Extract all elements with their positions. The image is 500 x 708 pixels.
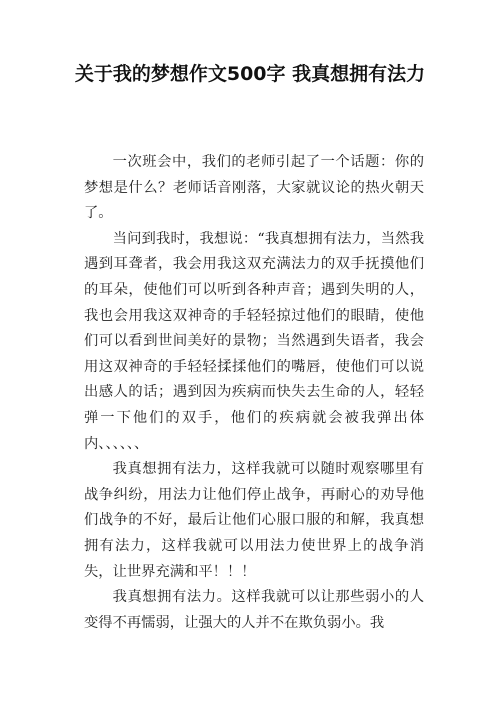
document-title: 关于我的梦想作文500字 我真想拥有法力 bbox=[74, 63, 426, 85]
paragraph: 我真想拥有法力，这样我就可以随时观察哪里有战争纠纷，用法力让他们停止战争，再耐心的劝导他们战争的不好，最后让他们心服口服的和解，我真想拥有法力，这样我就可以用法力使世界上的战争消失，让世界充满和平！！！ bbox=[84, 461, 424, 580]
document-body bbox=[84, 150, 424, 636]
paragraph: 当问到我时，我想说：“我真想拥有法力，当然我遇到耳聋者，我会用我这双充满法力的双手抚摸他们的耳朵，使他们可以听到各种声音；遇到失明的人，我也会用我这双神奇的手轻轻掠过他们的眼睛，使他们可以看到世间美好的景物；当然遇到失语者，我会用这双神奇的手轻轻揉揉他们的嘴唇，使他们可以说出感人的话；遇到因为疾病而快失去生命的人，轻轻弹一下他们的双手，他们的疾病就会被我弹出体内、、、、、、 bbox=[84, 230, 424, 452]
paragraph: 一次班会中，我们的老师引起了一个话题：你的梦想是什么？老师话音刚落，大家就议论的热火朝天了。 bbox=[84, 154, 424, 222]
paragraph: 我真想拥有法力。这样我就可以让那些弱小的人变得不再懦弱，让强大的人并不在欺负弱小。我 bbox=[84, 589, 424, 631]
